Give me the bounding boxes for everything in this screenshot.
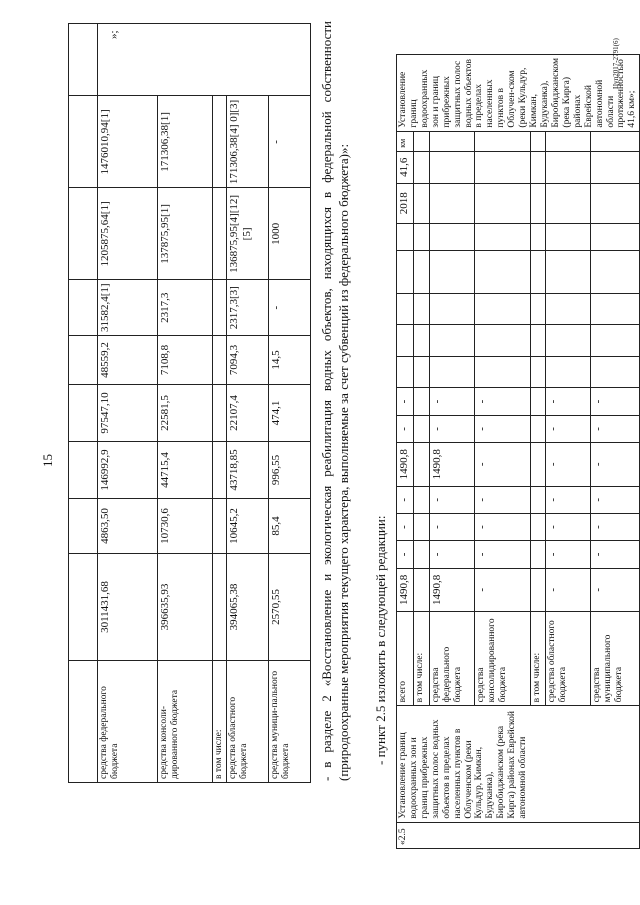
table-cell [397,356,414,388]
table-cell [414,151,430,183]
value-cell: - [546,513,591,540]
table-cell [530,513,546,540]
table-cell [414,513,430,540]
table-cell [591,293,640,325]
value-cell: 1490,8 [397,443,414,487]
table-cell [414,183,430,223]
value-cell: 1490,8 [397,568,414,612]
value-cell: - [474,568,530,612]
table-cell [397,224,414,251]
table-cell [530,183,546,223]
table-cell [591,356,640,388]
table-cell [474,131,530,151]
table-cell [414,541,430,568]
table-cell [546,325,591,357]
value-cell: - [397,486,414,513]
item-number: «2.5 [397,822,640,848]
value-cell: - [430,486,475,513]
table-cell [69,24,98,96]
value-cell: 396635,93 [158,554,213,661]
table-cell [530,486,546,513]
table-cell [530,388,546,415]
value-cell: 136875,95[4][12] [5] [227,188,269,280]
table-cell [474,356,530,388]
value-cell: - [591,443,640,487]
table-row [397,55,414,849]
table-cell [69,661,98,783]
table-cell [98,24,311,96]
row-label: средства областного бюджета [546,612,591,706]
table-cell [530,325,546,357]
value-cell: 10730,6 [158,499,213,554]
value-cell: - [430,415,475,442]
value-cell: 7094,3 [227,336,269,385]
table-cell [397,250,414,293]
section-amendment-text: - в разделе 2 «Восстановление и экологическая реабилитация водных объектов, находящихся в федеральной собственности (природоохранные мероприятия текущего характера, выполняемые за счет субвенций из федерального бюджета)»: [319,21,351,781]
value-cell: 996,55 [269,442,311,499]
value-cell: 1490,8 [430,568,475,612]
value-cell: 48559,2 [98,336,158,385]
table-cell [530,224,546,251]
value-cell: - [546,541,591,568]
table-cell [430,325,475,357]
table-row [213,24,227,783]
value-cell: - [397,513,414,540]
value-cell: - [269,280,311,336]
table-cell [69,188,98,280]
table-cell [397,293,414,325]
table-cell [69,554,98,661]
table-row [98,24,158,783]
table-cell [546,224,591,251]
table-cell [414,293,430,325]
value-cell: 7108,8 [158,336,213,385]
value-cell: 171306,38[4] 0][3] [227,96,269,188]
row-label: средства федерального бюджета [98,661,158,783]
value-cell: - [474,443,530,487]
item-amendment-text: - пункт 2.5 изложить в следующей редакции: [373,515,388,765]
row-label: средства муници-пального бюджета [269,661,311,783]
row-label: всего [397,612,414,706]
table-cell [530,415,546,442]
table-cell [69,336,98,385]
table-row [269,24,311,783]
value-cell: - [591,513,640,540]
table-cell [530,293,546,325]
value-cell: - [546,486,591,513]
value-cell: - [430,541,475,568]
value-cell: 14,5 [269,336,311,385]
table-row [227,24,269,783]
value-cell: 2570,55 [269,554,311,661]
table-cell [430,356,475,388]
table-cell [474,183,530,223]
value-cell: 97547,10 [98,385,158,442]
table-cell [414,443,430,487]
value-cell: - [474,486,530,513]
table-cell [591,224,640,251]
table-cell [546,356,591,388]
unit-cell: км [397,131,414,151]
value-cell: - [269,96,311,188]
table-cell [69,442,98,499]
value-cell: - [591,415,640,442]
value-cell: - [591,568,640,612]
year-cell: 2018 [397,183,414,223]
top-table-header-row [69,24,98,783]
table-cell [397,325,414,357]
value-cell: 137875,95[1] [158,188,213,280]
row-label: средства консолидированного бюджета [474,612,530,706]
table-cell [530,443,546,487]
table-cell [546,250,591,293]
row-label: средства областного бюджета [227,661,269,783]
value-cell: - [430,388,475,415]
table-cell [530,250,546,293]
row-label: средства муниципального бюджета [591,612,640,706]
value-cell: 22581,5 [158,385,213,442]
table-cell [430,131,475,151]
table-cell [474,250,530,293]
table-cell [474,151,530,183]
value-cell: 171306,38[1] [158,96,213,188]
table-cell [546,183,591,223]
value-cell: - [474,388,530,415]
table-cell [430,183,475,223]
value-cell: 394065,38 [227,554,269,661]
table-cell [530,568,546,612]
table-cell [530,541,546,568]
table-cell [430,224,475,251]
value-cell: - [546,443,591,487]
value-cell: - [397,388,414,415]
table-cell [546,293,591,325]
table-cell [591,131,640,151]
table-cell [546,151,591,183]
table-cell [69,499,98,554]
value-cell: - [546,388,591,415]
row-label: в том числе: [213,661,227,783]
table-cell [530,151,546,183]
row-label: средства федерального бюджета [430,612,475,706]
table-cell [530,131,546,151]
table-cell [474,293,530,325]
table-cell [69,280,98,336]
table-cell [414,388,430,415]
table-row [158,24,213,783]
value-cell: 44715,4 [158,442,213,499]
value-cell: - [546,568,591,612]
table-cell [213,385,227,442]
top-table [68,23,311,783]
value-cell: - [591,486,640,513]
table-cell [546,131,591,151]
closing-marker: »; [108,30,120,39]
value-cell: - [397,541,414,568]
table-cell [213,188,227,280]
value-cell: 31582,4[1] [98,280,158,336]
value-cell: 10645,2 [227,499,269,554]
table-cell [213,280,227,336]
result-cell: Установление границ водоохранных зон и границ прибрежных защитных полос водных объектов в пределах населенных пунктов в Облучен-ском (реки Кульдур, Кимкан, Будуканка), Биробиджанском (река Кирга) районах Еврейской автономной области протяженностью 41,6 км»; [397,55,640,132]
table-cell [414,415,430,442]
table-cell [474,224,530,251]
row-label: в том числе: [530,612,546,706]
value-cell: 4863,50 [98,499,158,554]
value-cell: 43718,85 [227,442,269,499]
value-cell: 1205875,64[1] [98,188,158,280]
item-table [396,54,640,849]
table-cell [414,250,430,293]
table-cell [414,356,430,388]
table-cell [430,250,475,293]
table-cell [213,96,227,188]
value-cell: 85,4 [269,499,311,554]
item-title: Установление границ водоохранных зон и границ прибрежных защитных полос водных объектов в пределах населенных пунктов в Облученском (реки Кульдур, Кимкан, Будуканка), Биробиджанском (река Кирга) районах Еврейской автономной области [397,706,640,822]
value-cell: - [591,541,640,568]
table-cell [213,442,227,499]
table-cell [474,325,530,357]
table-cell [414,325,430,357]
table-cell [430,151,475,183]
table-cell [591,183,640,223]
value-cell: - [474,415,530,442]
document-code: Цуп2017-2791(6) [612,38,620,89]
value-cell: 1000 [269,188,311,280]
table-cell [213,499,227,554]
value-cell: - [397,415,414,442]
table-cell [414,224,430,251]
table-cell [213,554,227,661]
table-cell [414,486,430,513]
value-cell: - [430,513,475,540]
table-cell [213,336,227,385]
value-cell: 146992,9 [98,442,158,499]
value-cell: 1490,8 [430,443,475,487]
value-cell: - [546,415,591,442]
page-number: 15 [40,454,55,467]
table-cell [414,131,430,151]
row-label: в том числе: [414,612,430,706]
table-cell [69,385,98,442]
value-cell: 2317,3[3] [227,280,269,336]
row-label: средства консоли-дированного бюджета [158,661,213,783]
value-cell: 1476010,94[1] [98,96,158,188]
value-cell: 22107,4 [227,385,269,442]
table-cell [591,151,640,183]
table-cell [530,356,546,388]
quantity-cell: 41,6 [397,151,414,183]
table-cell [591,325,640,357]
value-cell: - [474,541,530,568]
value-cell: 3011431,68 [98,554,158,661]
table-cell [430,293,475,325]
value-cell: - [474,513,530,540]
table-cell [69,96,98,188]
value-cell: 474,1 [269,385,311,442]
table-cell [591,250,640,293]
value-cell: 2317,3 [158,280,213,336]
table-cell [414,568,430,612]
value-cell: - [591,388,640,415]
